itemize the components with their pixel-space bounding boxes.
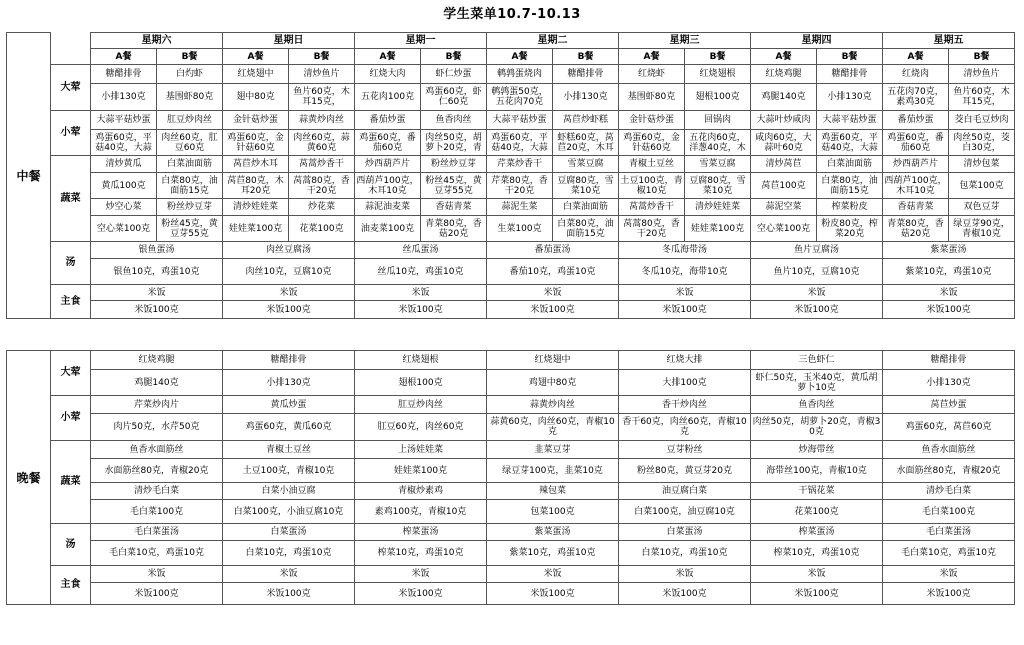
menu-cell: 蒜黄炒肉丝	[289, 111, 355, 130]
menu-cell: 银鱼10克，鸡蛋10克	[91, 259, 223, 285]
menu-cell: 清炒鱼片	[289, 65, 355, 84]
menu-cell: 五花肉100克	[355, 84, 421, 111]
menu-cell: 水面筋丝80克，青椒20克	[883, 459, 1015, 483]
menu-cell: 红烧翅中	[223, 65, 289, 84]
category-label: 蔬菜	[51, 156, 91, 242]
menu-cell: 鱼片60克，木耳15克，	[289, 84, 355, 111]
menu-cell: 绿豆芽90克，青椒10克	[949, 216, 1015, 242]
menu-cell: 粉丝80克，黄豆芽20克	[619, 459, 751, 483]
menu-cell: 小排130克	[883, 370, 1015, 396]
category-label: 大荤	[51, 351, 91, 396]
menu-cell: 基围虾80克	[619, 84, 685, 111]
menu-cell: 香菇青菜	[421, 199, 487, 216]
category-label: 小荤	[51, 396, 91, 441]
menu-cell: 肉丝60克，肛豆60克	[157, 130, 223, 156]
menu-cell: 莴蒿80克，香干20克	[619, 216, 685, 242]
menu-cell: 芹菜80克，香干20克	[487, 173, 553, 199]
b-meal-header: B餐	[685, 49, 751, 65]
menu-cell: 土豆100克，青椒10克	[619, 173, 685, 199]
menu-cell: 水面筋丝80克，青椒20克	[91, 459, 223, 483]
b-meal-header: B餐	[421, 49, 487, 65]
category-label: 主食	[51, 566, 91, 605]
menu-cell: 鸡蛋60克，平菇40克，大蒜	[487, 130, 553, 156]
menu-cell: 清炒包菜	[949, 156, 1015, 173]
menu-cell: 白菜蛋汤	[619, 524, 751, 541]
a-meal-header: A餐	[487, 49, 553, 65]
menu-cell: 金针菇炒蛋	[223, 111, 289, 130]
category-label: 大荤	[51, 65, 91, 111]
menu-cell: 炒空心菜	[91, 199, 157, 216]
day-header: 星期二	[487, 33, 619, 49]
menu-cell: 清炒毛白菜	[883, 483, 1015, 500]
menu-cell: 糖醋排骨	[223, 351, 355, 370]
menu-cell: 白菜10克，鸡蛋10克	[619, 541, 751, 566]
menu-cell: 肉丝50克，茭白30克，	[949, 130, 1015, 156]
menu-cell: 鸡蛋60克，番茄60克	[355, 130, 421, 156]
menu-cell: 米饭	[223, 566, 355, 583]
menu-cell: 油麦菜100克	[355, 216, 421, 242]
menu-cell: 紫菜蛋汤	[487, 524, 619, 541]
menu-cell: 白灼虾	[157, 65, 223, 84]
menu-cell: 白菜油面筋	[817, 156, 883, 173]
menu-cell: 鸡蛋60克，莴苣60克	[883, 414, 1015, 441]
menu-cell: 大蒜平菇炒蛋	[817, 111, 883, 130]
menu-cell: 小排130克	[553, 84, 619, 111]
menu-cell: 莴苣炒木耳	[223, 156, 289, 173]
menu-cell: 蒜泥空菜	[751, 199, 817, 216]
menu-cell: 鸡蛋60克，虾仁60克	[421, 84, 487, 111]
menu-cell: 素鸡100克，青椒10克	[355, 500, 487, 524]
menu-cell: 炒花菜	[289, 199, 355, 216]
menu-cell: 鸡腿140克	[751, 84, 817, 111]
menu-cell: 翅根100克	[355, 370, 487, 396]
menu-cell: 芹菜炒香干	[487, 156, 553, 173]
menu-cell: 大排100克	[619, 370, 751, 396]
menu-cell: 韭菜豆芽	[487, 441, 619, 459]
menu-cell: 鱼片豆腐汤	[751, 242, 883, 259]
menu-cell: 豆腐80克，雪菜10克	[553, 173, 619, 199]
menu-cell: 米饭	[883, 285, 1015, 301]
menu-cell: 榨菜10克，鸡蛋10克	[751, 541, 883, 566]
menu-cell: 清炒毛白菜	[91, 483, 223, 500]
menu-cell: 小排130克	[223, 370, 355, 396]
menu-cell: 米饭100克	[355, 583, 487, 605]
menu-cell: 榨菜10克，鸡蛋10克	[355, 541, 487, 566]
header-corner	[51, 33, 91, 65]
meal-label: 中餐	[7, 33, 51, 319]
menu-cell: 白菜100克，小油豆腐10克	[223, 500, 355, 524]
menu-cell: 红烧翅根	[685, 65, 751, 84]
day-header: 星期六	[91, 33, 223, 49]
menu-cell: 花菜100克	[289, 216, 355, 242]
menu-cell: 莴蒿炒香干	[619, 199, 685, 216]
menu-cell: 上汤娃娃菜	[355, 441, 487, 459]
menu-cell: 红烧肉	[883, 65, 949, 84]
menu-cell: 肉片50克，水芹50克	[91, 414, 223, 441]
menu-cell: 米饭	[619, 285, 751, 301]
menu-cell: 娃娃菜100克	[223, 216, 289, 242]
menu-cell: 小排130克	[91, 84, 157, 111]
menu-cell: 雪菜豆腐	[685, 156, 751, 173]
menu-cell: 糖醋排骨	[817, 65, 883, 84]
menu-cell: 包菜100克	[487, 500, 619, 524]
menu-cell: 大蒜叶炒咸肉	[751, 111, 817, 130]
b-meal-header: B餐	[553, 49, 619, 65]
b-meal-header: B餐	[289, 49, 355, 65]
menu-cell: 绿豆芽100克，韭菜10克	[487, 459, 619, 483]
menu-cell: 蒜泥油麦菜	[355, 199, 421, 216]
menu-cell: 米饭	[355, 566, 487, 583]
menu-cell: 三色虾仁	[751, 351, 883, 370]
category-label: 蔬菜	[51, 441, 91, 524]
menu-cell: 青椒炒素鸡	[355, 483, 487, 500]
b-meal-header: B餐	[157, 49, 223, 65]
b-meal-header: B餐	[949, 49, 1015, 65]
menu-cell: 西葫芦100克，木耳10克	[355, 173, 421, 199]
menu-cell: 茭白毛豆炒肉	[949, 111, 1015, 130]
menu-cell: 粉丝45克，黄豆芽55克	[421, 173, 487, 199]
menu-cell: 海带丝100克，青椒10克	[751, 459, 883, 483]
menu-cell: 青菜80克，香菇20克	[421, 216, 487, 242]
menu-cell: 米饭	[355, 285, 487, 301]
menu-cell: 咸肉60克，大蒜叶60克	[751, 130, 817, 156]
menu-cell: 番茄蛋汤	[487, 242, 619, 259]
menu-cell: 米饭100克	[619, 583, 751, 605]
menu-cell: 鱼香肉丝	[421, 111, 487, 130]
category-label: 汤	[51, 242, 91, 285]
menu-cell: 莴蒿炒香干	[289, 156, 355, 173]
menu-cell: 辣包菜	[487, 483, 619, 500]
menu-cell: 青椒土豆丝	[619, 156, 685, 173]
menu-cell: 莴苣炒虾糕	[553, 111, 619, 130]
menu-cell: 米饭	[751, 566, 883, 583]
menu-cell: 糖醋排骨	[553, 65, 619, 84]
menu-cell: 肉丝50克，胡萝卜20克，青椒30克	[751, 414, 883, 441]
menu-cell: 土豆100克，青椒10克	[223, 459, 355, 483]
menu-cell: 莴苣80克，木耳20克	[223, 173, 289, 199]
menu-cell: 紫菜蛋汤	[883, 242, 1015, 259]
menu-cell: 五花肉60克，洋葱40克，木	[685, 130, 751, 156]
menu-cell: 芹菜炒肉片	[91, 396, 223, 414]
menu-cell: 鸡蛋60克，金针菇60克	[619, 130, 685, 156]
a-meal-header: A餐	[223, 49, 289, 65]
menu-cell: 米饭100克	[355, 301, 487, 319]
a-meal-header: A餐	[751, 49, 817, 65]
menu-cell: 鹌鹑蛋烧肉	[487, 65, 553, 84]
page-title: 学生菜单10.7-10.13	[443, 7, 581, 22]
menu-cell: 糖醋排骨	[883, 351, 1015, 370]
menu-cell: 榨菜粉皮	[817, 199, 883, 216]
meal-label: 晚餐	[7, 351, 51, 605]
menu-cell: 米饭	[487, 566, 619, 583]
menu-cell: 红烧大排	[619, 351, 751, 370]
menu-cell: 毛白菜蛋汤	[883, 524, 1015, 541]
menu-cell: 双色豆芽	[949, 199, 1015, 216]
menu-cell: 榨菜蛋汤	[355, 524, 487, 541]
menu-cell: 空心菜100克	[91, 216, 157, 242]
menu-cell: 娃娃菜100克	[685, 216, 751, 242]
menu-cell: 米饭100克	[619, 301, 751, 319]
menu-cell: 莴苣炒蛋	[883, 396, 1015, 414]
menu-cell: 豆芽粉丝	[619, 441, 751, 459]
menu-cell: 毛白菜100克	[91, 500, 223, 524]
menu-cell: 米饭	[91, 566, 223, 583]
menu-cell: 粉丝炒豆芽	[157, 199, 223, 216]
menu-cell: 米饭100克	[487, 301, 619, 319]
menu-cell: 肉丝60克，蒜黄60克	[289, 130, 355, 156]
menu-cell: 红烧翅根	[355, 351, 487, 370]
menu-cell: 白菜100克，油豆腐10克	[619, 500, 751, 524]
menu-cell: 干锅花菜	[751, 483, 883, 500]
category-label: 汤	[51, 524, 91, 566]
day-header: 星期四	[751, 33, 883, 49]
menu-cell: 肛豆炒肉丝	[355, 396, 487, 414]
menu-cell: 鱼片60克，木耳15克，	[949, 84, 1015, 111]
a-meal-header: A餐	[355, 49, 421, 65]
menu-cell: 白菜10克，鸡蛋10克	[223, 541, 355, 566]
menu-cell: 青椒土豆丝	[223, 441, 355, 459]
menu-cell: 空心菜100克	[751, 216, 817, 242]
a-meal-header: A餐	[619, 49, 685, 65]
menu-cell: 青菜80克，香菇20克	[883, 216, 949, 242]
day-header: 星期日	[223, 33, 355, 49]
menu-cell: 米饭	[487, 285, 619, 301]
menu-cell: 莴苣100克	[751, 173, 817, 199]
menu-cell: 炒海带丝	[751, 441, 883, 459]
menu-cell: 白菜蛋汤	[223, 524, 355, 541]
dinner-menu-table	[6, 350, 1015, 605]
day-header: 星期五	[883, 33, 1015, 49]
menu-cell: 雪菜豆腐	[553, 156, 619, 173]
menu-cell: 虾仁炒蛋	[421, 65, 487, 84]
menu-cell: 黄瓜100克	[91, 173, 157, 199]
menu-cell: 米饭100克	[487, 583, 619, 605]
b-meal-header: B餐	[817, 49, 883, 65]
menu-cell: 鸡腿140克	[91, 370, 223, 396]
menu-cell: 毛白菜10克，鸡蛋10克	[91, 541, 223, 566]
menu-cell: 粉丝炒豆芽	[421, 156, 487, 173]
menu-cell: 翅根100克	[685, 84, 751, 111]
menu-cell: 丝瓜10克，鸡蛋10克	[355, 259, 487, 285]
menu-cell: 米饭	[751, 285, 883, 301]
menu-cell: 米饭100克	[91, 583, 223, 605]
menu-cell: 肛豆炒肉丝	[157, 111, 223, 130]
menu-cell: 紫菜10克，鸡蛋10克	[487, 541, 619, 566]
menu-cell: 西葫芦100克，木耳10克	[883, 173, 949, 199]
menu-cell: 米饭100克	[883, 583, 1015, 605]
menu-cell: 鸡蛋60克，黄瓜60克	[223, 414, 355, 441]
menu-cell: 莴蒿80克，香干20克	[289, 173, 355, 199]
menu-cell: 白菜油面筋	[157, 156, 223, 173]
menu-cell: 米饭100克	[223, 301, 355, 319]
day-header: 星期三	[619, 33, 751, 49]
menu-cell: 紫菜10克，鸡蛋10克	[883, 259, 1015, 285]
menu-cell: 白菜80克，油面筋15克	[553, 216, 619, 242]
menu-cell: 蒜黄60克，肉丝60克，青椒10克	[487, 414, 619, 441]
menu-cell: 丝瓜蛋汤	[355, 242, 487, 259]
menu-cell: 回锅肉	[685, 111, 751, 130]
menu-cell: 生菜100克	[487, 216, 553, 242]
menu-cell: 米饭100克	[751, 583, 883, 605]
menu-cell: 鹌鹑蛋50克，五花肉70克	[487, 84, 553, 111]
lunch-menu-table	[6, 32, 1015, 319]
menu-cell: 米饭100克	[751, 301, 883, 319]
menu-cell: 清炒娃娃菜	[223, 199, 289, 216]
menu-cell: 红烧鸡腿	[751, 65, 817, 84]
menu-cell: 香干60克，肉丝60克，青椒10克	[619, 414, 751, 441]
menu-cell: 榨菜蛋汤	[751, 524, 883, 541]
menu-cell: 油豆腐白菜	[619, 483, 751, 500]
menu-cell: 清炒黄瓜	[91, 156, 157, 173]
menu-cell: 银鱼蛋汤	[91, 242, 223, 259]
menu-cell: 白菜小油豆腐	[223, 483, 355, 500]
category-label: 主食	[51, 285, 91, 319]
menu-cell: 清炒鱼片	[949, 65, 1015, 84]
menu-cell: 鱼香肉丝	[751, 396, 883, 414]
menu-cell: 粉丝45克，黄豆芽55克	[157, 216, 223, 242]
menu-cell: 肛豆60克，肉丝60克	[355, 414, 487, 441]
menu-cell: 大蒜平菇炒蛋	[487, 111, 553, 130]
menu-cell: 米饭	[223, 285, 355, 301]
menu-cell: 炒西葫芦片	[355, 156, 421, 173]
menu-cell: 白菜80克，油面筋15克	[157, 173, 223, 199]
menu-cell: 番茄炒蛋	[355, 111, 421, 130]
menu-cell: 红烧鸡腿	[91, 351, 223, 370]
menu-cell: 鸡翅中80克	[487, 370, 619, 396]
menu-cell: 花菜100克	[751, 500, 883, 524]
a-meal-header: A餐	[883, 49, 949, 65]
menu-cell: 米饭	[883, 566, 1015, 583]
menu-cell: 冬瓜10克，海带10克	[619, 259, 751, 285]
menu-cell: 冬瓜海带汤	[619, 242, 751, 259]
menu-cell: 香干炒肉丝	[619, 396, 751, 414]
menu-cell: 鸡蛋60克，金针菇60克	[223, 130, 289, 156]
menu-cell: 红烧虾	[619, 65, 685, 84]
menu-cell: 米饭	[619, 566, 751, 583]
menu-cell: 米饭100克	[883, 301, 1015, 319]
menu-cell: 白菜80克，油面筋15克	[817, 173, 883, 199]
menu-cell: 大蒜平菇炒蛋	[91, 111, 157, 130]
a-meal-header: A餐	[91, 49, 157, 65]
menu-cell: 番茄10克，鸡蛋10克	[487, 259, 619, 285]
menu-cell: 香菇青菜	[883, 199, 949, 216]
menu-cell: 鸡蛋60克，番茄60克	[883, 130, 949, 156]
menu-cell: 米饭	[91, 285, 223, 301]
menu-cell: 基围虾80克	[157, 84, 223, 111]
menu-cell: 红烧翅中	[487, 351, 619, 370]
menu-cell: 粉皮80克，榨菜20克	[817, 216, 883, 242]
menu-cell: 鱼香水面筋丝	[91, 441, 223, 459]
menu-cell: 黄瓜炒蛋	[223, 396, 355, 414]
menu-cell: 番茄炒蛋	[883, 111, 949, 130]
menu-cell: 清炒娃娃菜	[685, 199, 751, 216]
menu-cell: 米饭100克	[91, 301, 223, 319]
menu-cell: 糖醋排骨	[91, 65, 157, 84]
menu-cell: 豆腐80克，雪菜10克	[685, 173, 751, 199]
menu-cell: 鸡蛋60克，平菇40克，大蒜	[817, 130, 883, 156]
menu-cell: 鸡蛋60克，平菇40克，大蒜	[91, 130, 157, 156]
menu-cell: 毛白菜10克，鸡蛋10克	[883, 541, 1015, 566]
menu-cell: 红烧大肉	[355, 65, 421, 84]
menu-cell: 翅中80克	[223, 84, 289, 111]
menu-cell: 小排130克	[817, 84, 883, 111]
menu-cell: 肉丝50克，胡萝卜20克，青	[421, 130, 487, 156]
category-label: 小荤	[51, 111, 91, 156]
menu-cell: 清炒莴苣	[751, 156, 817, 173]
menu-cell: 肉丝10克，豆腐10克	[223, 259, 355, 285]
menu-cell: 鱼香水面筋丝	[883, 441, 1015, 459]
menu-cell: 娃娃菜100克	[355, 459, 487, 483]
menu-cell: 金针菇炒蛋	[619, 111, 685, 130]
menu-cell: 米饭100克	[223, 583, 355, 605]
day-header: 星期一	[355, 33, 487, 49]
menu-cell: 虾糕60克，莴苣20克，木耳	[553, 130, 619, 156]
menu-cell: 肉丝豆腐汤	[223, 242, 355, 259]
menu-cell: 蒜泥生菜	[487, 199, 553, 216]
menu-cell: 虾仁50克，玉米40克，黄瓜胡萝卜10克	[751, 370, 883, 396]
menu-cell: 五花肉70克，素鸡30克	[883, 84, 949, 111]
menu-cell: 毛白菜蛋汤	[91, 524, 223, 541]
menu-cell: 鱼片10克，豆腐10克	[751, 259, 883, 285]
menu-cell: 蒜黄炒肉丝	[487, 396, 619, 414]
menu-cell: 白菜油面筋	[553, 199, 619, 216]
menu-cell: 炒西葫芦片	[883, 156, 949, 173]
menu-cell: 毛白菜100克	[883, 500, 1015, 524]
menu-cell: 包菜100克	[949, 173, 1015, 199]
